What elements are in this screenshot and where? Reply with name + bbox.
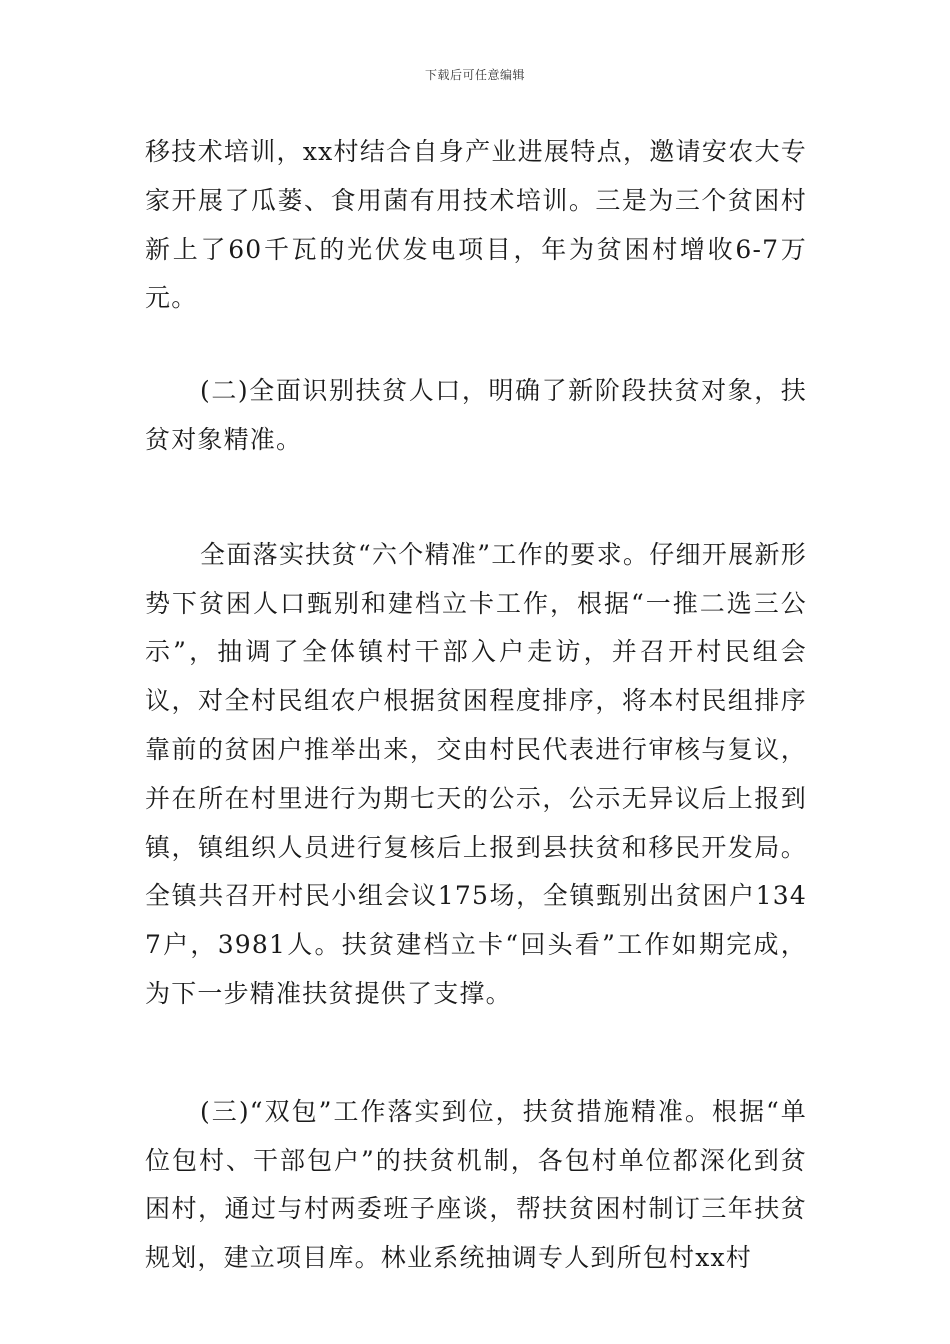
page-header: 下载后可任意编辑 bbox=[424, 68, 525, 82]
paragraph-continuation: 移技术培训，xx村结合自身产业进展特点，邀请安农大专家开展了瓜蒌、食用菌有用技术培训。三是为三个贫困村新上了60千瓦的光伏发电项目，年为贫困村增收6-7万元。 bbox=[145, 137, 807, 313]
section-heading-3: (三)“双包”工作落实到位，扶贫措施精准。根据“单位包村、干部包户”的扶贫机制，各包村单位都深化到贫困村，通过与村两委班子座谈，帮扶贫困村制订三年扶贫规划，建立项目库。林业系统抽调专人到所包村xx村 bbox=[145, 1096, 807, 1273]
paragraph-identification: 全面落实扶贫“六个精准”工作的要求。仔细开展新形势下贫困人口甄别和建档立卡工作，根据“一推二选三公示”，抽调了全体镇村干部入户走访，并召开村民组会议，对全村民组农户根据贫困程度排序，将本村民组排序靠前的贫困户推举出来，交由村民代表进行审核与复议，并在所在村里进行为期七天的公示，公示无异议后上报到镇，镇组织人员进行复核后上报到县扶贫和移民开发局。全镇共召开村民小组会议175场，全镇甄别出贫困户1347户，3981人。扶贫建档立卡“回头看”工作如期完成，为下一步精准扶贫提供了支撑。 bbox=[145, 539, 807, 1008]
document-body bbox=[145, 128, 807, 1283]
section-heading-2: (二)全面识别扶贫人口，明确了新阶段扶贫对象，扶贫对象精准。 bbox=[145, 376, 807, 454]
